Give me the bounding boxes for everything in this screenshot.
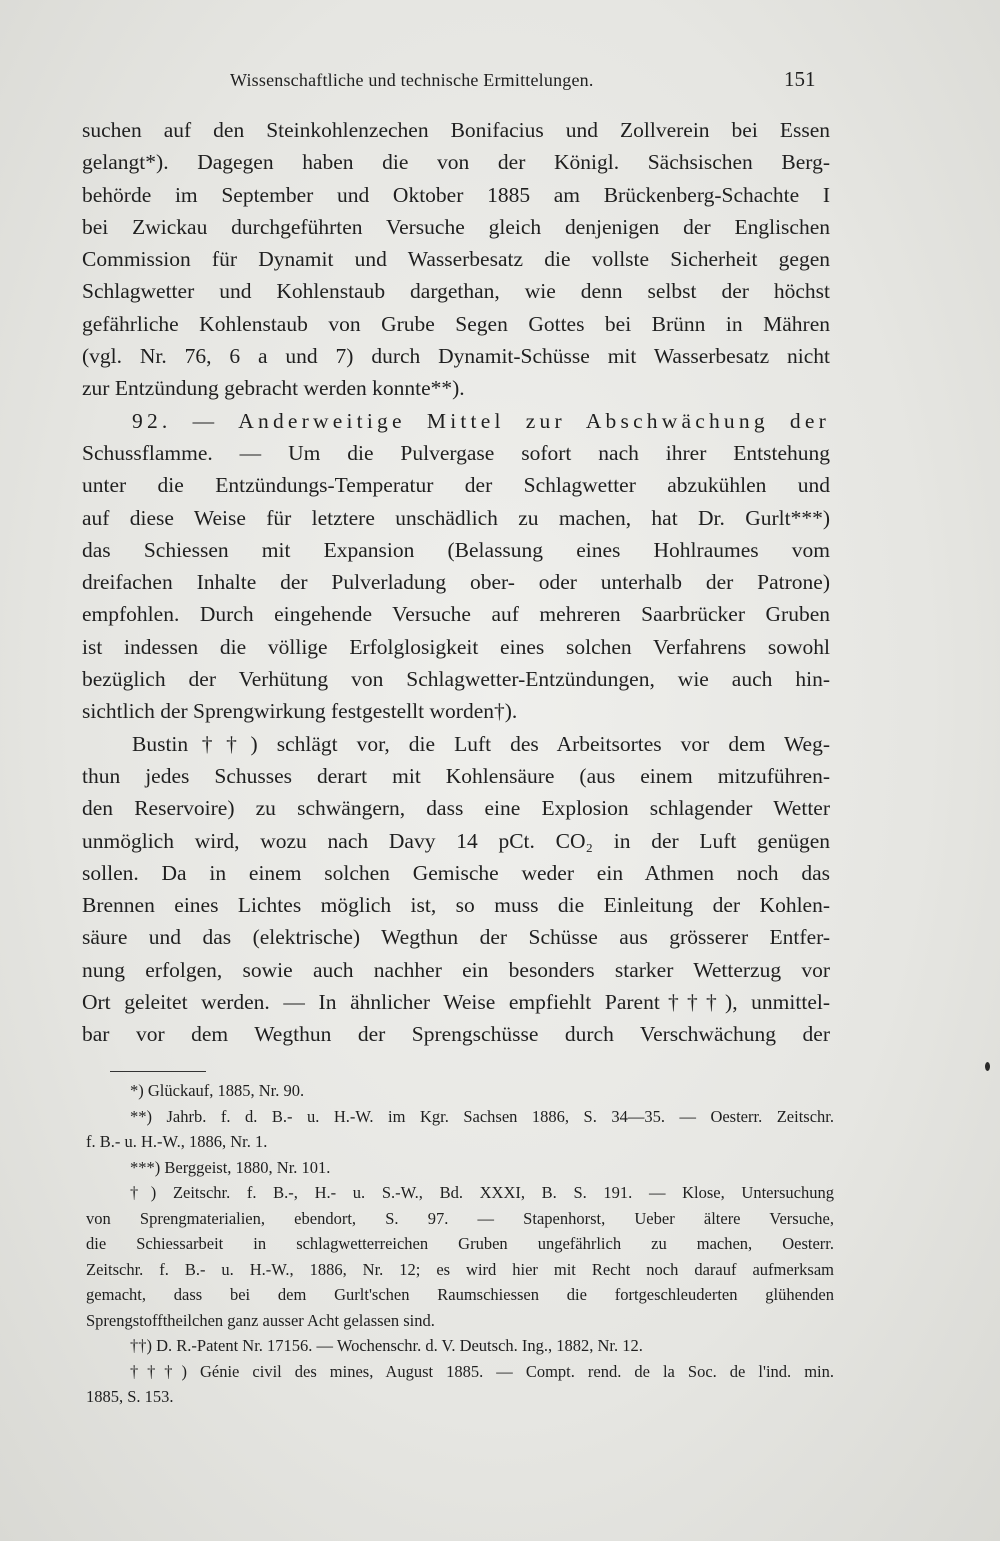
body-line: gefährliche Kohlenstaub von Grube Segen Gottes bei Brünn in Mähren [82,311,830,336]
section-heading: 92. — Anderweitige Mittel zur Abschwächung der [132,408,830,433]
footnote-line: **) Jahrb. f. d. B.- u. H.-W. im Kgr. Sachsen 1886, S. 34—35. — Oesterr. Zeitschr. [130,1106,834,1126]
body-line: Schussflamme. — Um die Pulvergase sofort nach ihrer Entstehung [82,440,830,465]
body-line: Brennen eines Lichtes möglich ist, so muss die Einleitung der Kohlen- [82,893,830,918]
footnote-divider [110,1071,206,1072]
body-line: ist indessen die völlige Erfolglosigkeit eines solchen Verfahrens sowohl [82,634,830,659]
body-line: den Reservoire) zu schwängern, dass eine Explosion schlagender Wetter [82,796,830,821]
page-number: 151 [784,67,816,91]
body-line: nung erfolgen, sowie auch nachher ein besonders starker Wetterzug vor [82,957,830,982]
body-line: unmöglich wird, wozu nach Davy 14 pCt. CO₂ in der Luft genügen [82,828,830,853]
body-line: thun jedes Schusses derart mit Kohlensäure (aus einem mitzuführen- [82,763,830,788]
body-line: Commission für Dynamit und Wasserbesatz die vollste Sicherheit gegen [82,247,830,272]
body-line: auf diese Weise für letztere unschädlich zu machen, hat Dr. Gurlt***) [82,505,830,530]
footnote-line: 1885, S. 153. [86,1387,174,1406]
running-head: Wissenschaftliche und technische Ermittelungen. [230,70,594,90]
footnote-line: ***) Berggeist, 1880, Nr. 101. [130,1157,331,1177]
body-line: (vgl. Nr. 76, 6 a und 7) durch Dynamit-Schüsse mit Wasserbesatz nicht [82,344,830,369]
footnote-line: von Sprengmaterialien, ebendort, S. 97. — Stapenhorst, Ueber ältere Versuche, [86,1208,834,1228]
body-line: sichtlich der Sprengwirkung festgestellt worden†). [82,699,518,724]
body-line: Schlagwetter und Kohlenstaub dargethan, wie denn selbst der höchst [82,279,830,304]
body-line: bezüglich der Verhütung von Schlagwetter-Entzündungen, wie auch hin- [82,667,830,692]
body-line: Ort geleitet werden. — In ähnlicher Weise empfiehlt Parent†††), unmittel- [82,990,830,1015]
footnote-line: Zeitschr. f. B.- u. H.-W., 1886, Nr. 12; es wird hier mit Recht noch darauf aufmerksam [86,1259,834,1279]
footnote-line: †††) Génie civil des mines, August 1885. — Compt. rend. de la Soc. de l'ind. min. [130,1361,834,1381]
ink-speck [985,1062,990,1071]
body-line: unter die Entzündungs-Temperatur der Schlagwetter abzukühlen und [82,473,830,498]
footnote-line: Sprengstofftheilchen ganz ausser Acht gelassen sind. [86,1310,435,1330]
footnote-line: ††) D. R.-Patent Nr. 17156. — Wochenschr. d. V. Deutsch. Ing., 1882, Nr. 12. [130,1336,643,1355]
footnote-line: f. B.- u. H.-W., 1886, Nr. 1. [86,1132,268,1151]
body-line: sollen. Da in einem solchen Gemische weder ein Athmen noch das [82,860,830,885]
footnote-line: †) Zeitschr. f. B.-, H.- u. S.-W., Bd. XXXI, B. S. 191. — Klose, Untersuchung [130,1183,834,1202]
body-line: bar vor dem Wegthun der Sprengschüsse durch Verschwächung der [82,1022,830,1047]
body-line: das Schiessen mit Expansion (Belassung eines Hohlraumes vom [82,537,830,562]
body-line: suchen auf den Steinkohlenzechen Bonifacius und Zollverein bei Essen [82,118,830,142]
body-line: zur Entzündung gebracht werden konnte**). [82,376,465,401]
body-text [82,114,830,1051]
body-line: gelangt*). Dagegen haben die von der Königl. Sächsischen Berg- [82,150,830,175]
footnote-line: die Schiessarbeit in schlagwetterreichen Gruben ungefährlich zu machen, Oesterr. [86,1234,834,1253]
body-line: Bustin††) schlägt vor, die Luft des Arbeitsortes vor dem Weg- [132,731,830,756]
body-line: säure und das (elektrische) Wegthun der Schüsse aus grösserer Entfer- [82,925,830,950]
body-line: dreifachen Inhalte der Pulverladung ober- oder unterhalb der Patrone) [82,570,830,595]
body-line: empfohlen. Durch eingehende Versuche auf mehreren Saarbrücker Gruben [82,602,830,627]
footnotes [86,1078,834,1410]
footnote-line: *) Glückauf, 1885, Nr. 90. [130,1081,305,1100]
body-line: bei Zwickau durchgeführten Versuche gleich denjenigen der Englischen [82,214,830,239]
body-line: behörde im September und Oktober 1885 am Brückenberg-Schachte I [82,182,830,207]
footnote-line: gemacht, dass bei dem Gurlt'schen Raumschiessen die fortgeschleuderten glühenden [86,1285,834,1304]
